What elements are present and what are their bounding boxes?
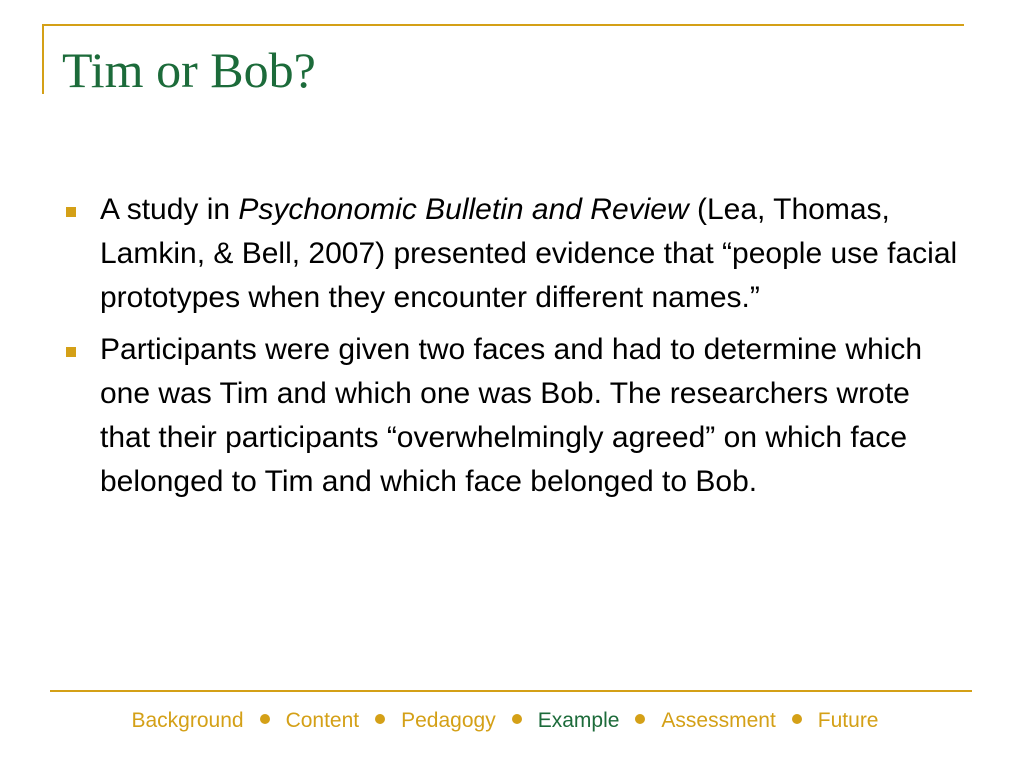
bullet-dot-icon: [260, 714, 270, 724]
footer-rule: [50, 690, 972, 692]
square-bullet-icon: [66, 347, 76, 357]
bullet-dot-icon: [792, 714, 802, 724]
nav-link-assessment[interactable]: Assessment: [661, 709, 776, 732]
bullet-item-study: [60, 188, 960, 320]
bullet-item-participants: [60, 328, 960, 504]
frame-left-rule: [42, 24, 44, 94]
nav-link-example[interactable]: Example: [537, 709, 620, 732]
bullet-dot-icon: [635, 714, 645, 724]
bullet-text: [100, 193, 957, 314]
nav-link-future[interactable]: Future: [817, 709, 879, 732]
bullet-text-prefix: A study in: [100, 193, 239, 226]
bullet-dot-icon: [375, 714, 385, 724]
nav-link-background[interactable]: Background: [131, 709, 244, 732]
slide-title: Tim or Bob?: [62, 42, 316, 98]
frame-top-rule: [42, 24, 964, 26]
bullet-dot-icon: [512, 714, 522, 724]
square-bullet-icon: [66, 207, 76, 217]
bullet-text-suffix: (Lea, Thomas, Lamkin, & Bell, 2007) presented evidence that “people use facial prototypes when they encounter different names.”: [100, 193, 958, 314]
nav-link-content[interactable]: Content: [285, 709, 360, 732]
journal-title: Psychonomic Bulletin and Review: [238, 193, 689, 226]
bullet-text: Participants were given two faces and had to determine which one was Tim and which one was Bob. The researchers wrote that their participants “overwhelmingly agreed” on which face belonged to Tim and which face belonged to Bob.: [100, 333, 923, 498]
bullet-list: [60, 188, 960, 512]
nav-link-pedagogy[interactable]: Pedagogy: [401, 709, 496, 732]
footer-nav: [0, 706, 1010, 736]
